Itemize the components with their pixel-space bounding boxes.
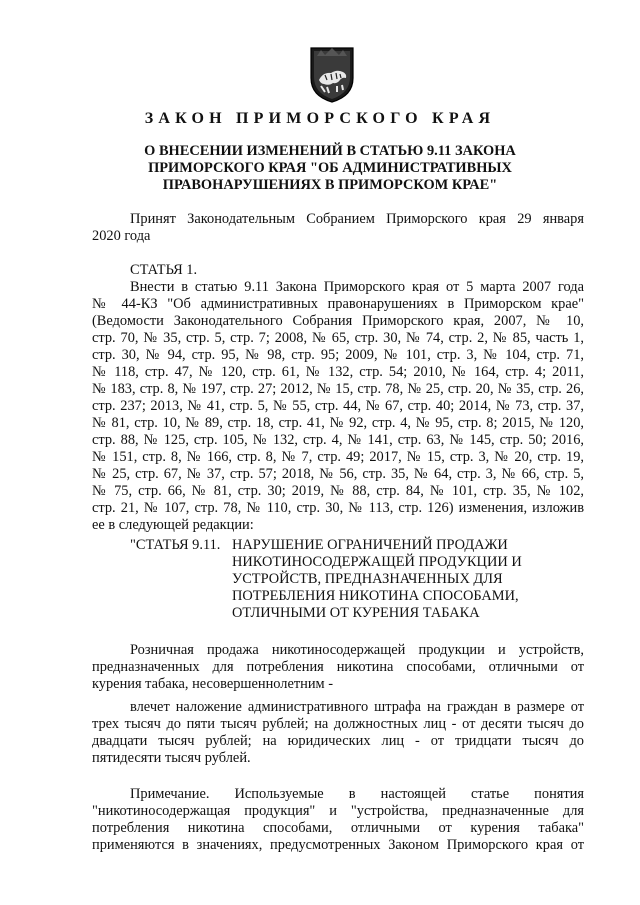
article-text-line: № 25, стр. 67, № 37, стр. 57; 2018, № 56, стр. 35, № 64, стр. 3, № 66, стр. 5,: [92, 466, 584, 482]
new-article-title-line: НИКОТИНОСОДЕРЖАЩЕЙ ПРОДУКЦИИ И: [232, 554, 522, 570]
law-subject: [130, 143, 530, 194]
note-line: "никотиносодержащая продукция" и "устройства, предназначенные для: [92, 803, 584, 819]
sanction-line: влечет наложение административного штрафа на граждан в размере от: [130, 699, 584, 715]
disposition-line: курения табака, несовершеннолетним -: [92, 676, 334, 692]
law-title: ЗАКОН ПРИМОРСКОГО КРАЯ: [144, 110, 496, 127]
article-text-line: стр. 21, № 107, стр. 78, № 110, стр. 30, № 113, стр. 126) изменения, изложив: [92, 500, 584, 516]
law-subject-line: ПРИМОРСКОГО КРАЯ "ОБ АДМИНИСТРАТИВНЫХ: [148, 160, 512, 176]
article-text-line: № 81, стр. 10, № 89, стр. 18, стр. 41, № 92, стр. 4, № 95, стр. 8; 2015, № 120,: [92, 415, 584, 431]
article-heading: СТАТЬЯ 1.: [130, 262, 198, 278]
article-text-line: стр. 88, № 125, стр. 105, № 132, стр. 4, № 141, стр. 63, № 145, стр. 50; 2016,: [92, 432, 584, 448]
article-text-line: № 44-КЗ "Об административных правонарушениях в Приморском крае": [92, 296, 584, 312]
new-article-title-line: УСТРОЙСТВ, ПРЕДНАЗНАЧЕННЫХ ДЛЯ: [232, 571, 503, 587]
article-text-line: стр. 237; 2013, № 41, стр. 5, № 55, стр. 44, № 67, стр. 40; 2014, № 73, стр. 37,: [92, 398, 584, 414]
article-text-line: стр. 70, № 35, стр. 5, стр. 7; 2008, № 65, стр. 30, № 74, стр. 2, № 85, часть 1,: [92, 330, 584, 346]
primorye-coat-of-arms-icon: [307, 42, 357, 104]
new-article-title-line: ПОТРЕБЛЕНИЯ НИКОТИНА СПОСОБАМИ,: [232, 588, 519, 604]
article-text-line: стр. 30, № 94, стр. 95, № 98, стр. 95; 2009, № 101, стр. 3, № 104, стр. 71,: [92, 347, 584, 363]
new-article-title-line: ОТЛИЧНЫМИ ОТ КУРЕНИЯ ТАБАКА: [232, 605, 480, 621]
sanction-line: трех тысяч до пяти тысяч рублей; на должностных лиц - от десяти тысяч до: [92, 716, 584, 732]
article-text-line: ее в следующей редакции:: [92, 517, 254, 533]
article-text-line: № 75, стр. 66, № 81, стр. 30; 2019, № 88, стр. 84, № 101, стр. 35, № 102,: [92, 483, 584, 499]
sanction-line: двадцати тысяч рублей; на юридических лиц - от тридцати тысяч до: [92, 733, 584, 749]
new-article-title-line: НАРУШЕНИЕ ОГРАНИЧЕНИЙ ПРОДАЖИ: [232, 537, 508, 553]
disposition-line: предназначенных для потребления никотина способами, отличными от: [92, 659, 584, 675]
article-text-line: (Ведомости Законодательного Собрания Приморского края, 2007, № 10,: [92, 313, 584, 329]
article-text-line: Внести в статью 9.11 Закона Приморского края от 5 марта 2007 года: [130, 279, 584, 295]
article-text-line: № 151, стр. 8, № 166, стр. 8, № 7, стр. 49; 2017, № 15, стр. 3, № 20, стр. 19,: [92, 449, 584, 465]
sanction-line: пятидесяти тысяч рублей.: [92, 750, 251, 766]
adoption-line: Принят Законодательным Собранием Приморского края 29 января: [130, 211, 584, 227]
note-line: Примечание. Используемые в настоящей статье понятия: [130, 786, 584, 802]
disposition-line: Розничная продажа никотиносодержащей продукции и устройств,: [130, 642, 584, 658]
new-article-prefix: "СТАТЬЯ 9.11.: [130, 537, 221, 553]
law-subject-line: О ВНЕСЕНИИ ИЗМЕНЕНИЙ В СТАТЬЮ 9.11 ЗАКОНА: [144, 143, 516, 159]
article-text-line: № 118, стр. 47, № 120, стр. 61, № 132, стр. 54; 2010, № 164, стр. 4; 2011,: [92, 364, 584, 380]
note-line: применяются в значениях, предусмотренных Законом Приморского края от: [92, 837, 584, 853]
article-text-line: № 183, стр. 8, № 197, стр. 27; 2012, № 15, стр. 78, № 25, стр. 20, № 35, стр. 26,: [92, 381, 584, 397]
note-line: потребления никотина способами, отличными от курения табака": [92, 820, 584, 836]
adoption-line: 2020 года: [92, 228, 151, 244]
law-subject-line: ПРАВОНАРУШЕНИЯХ В ПРИМОРСКОМ КРАЕ": [162, 177, 498, 193]
